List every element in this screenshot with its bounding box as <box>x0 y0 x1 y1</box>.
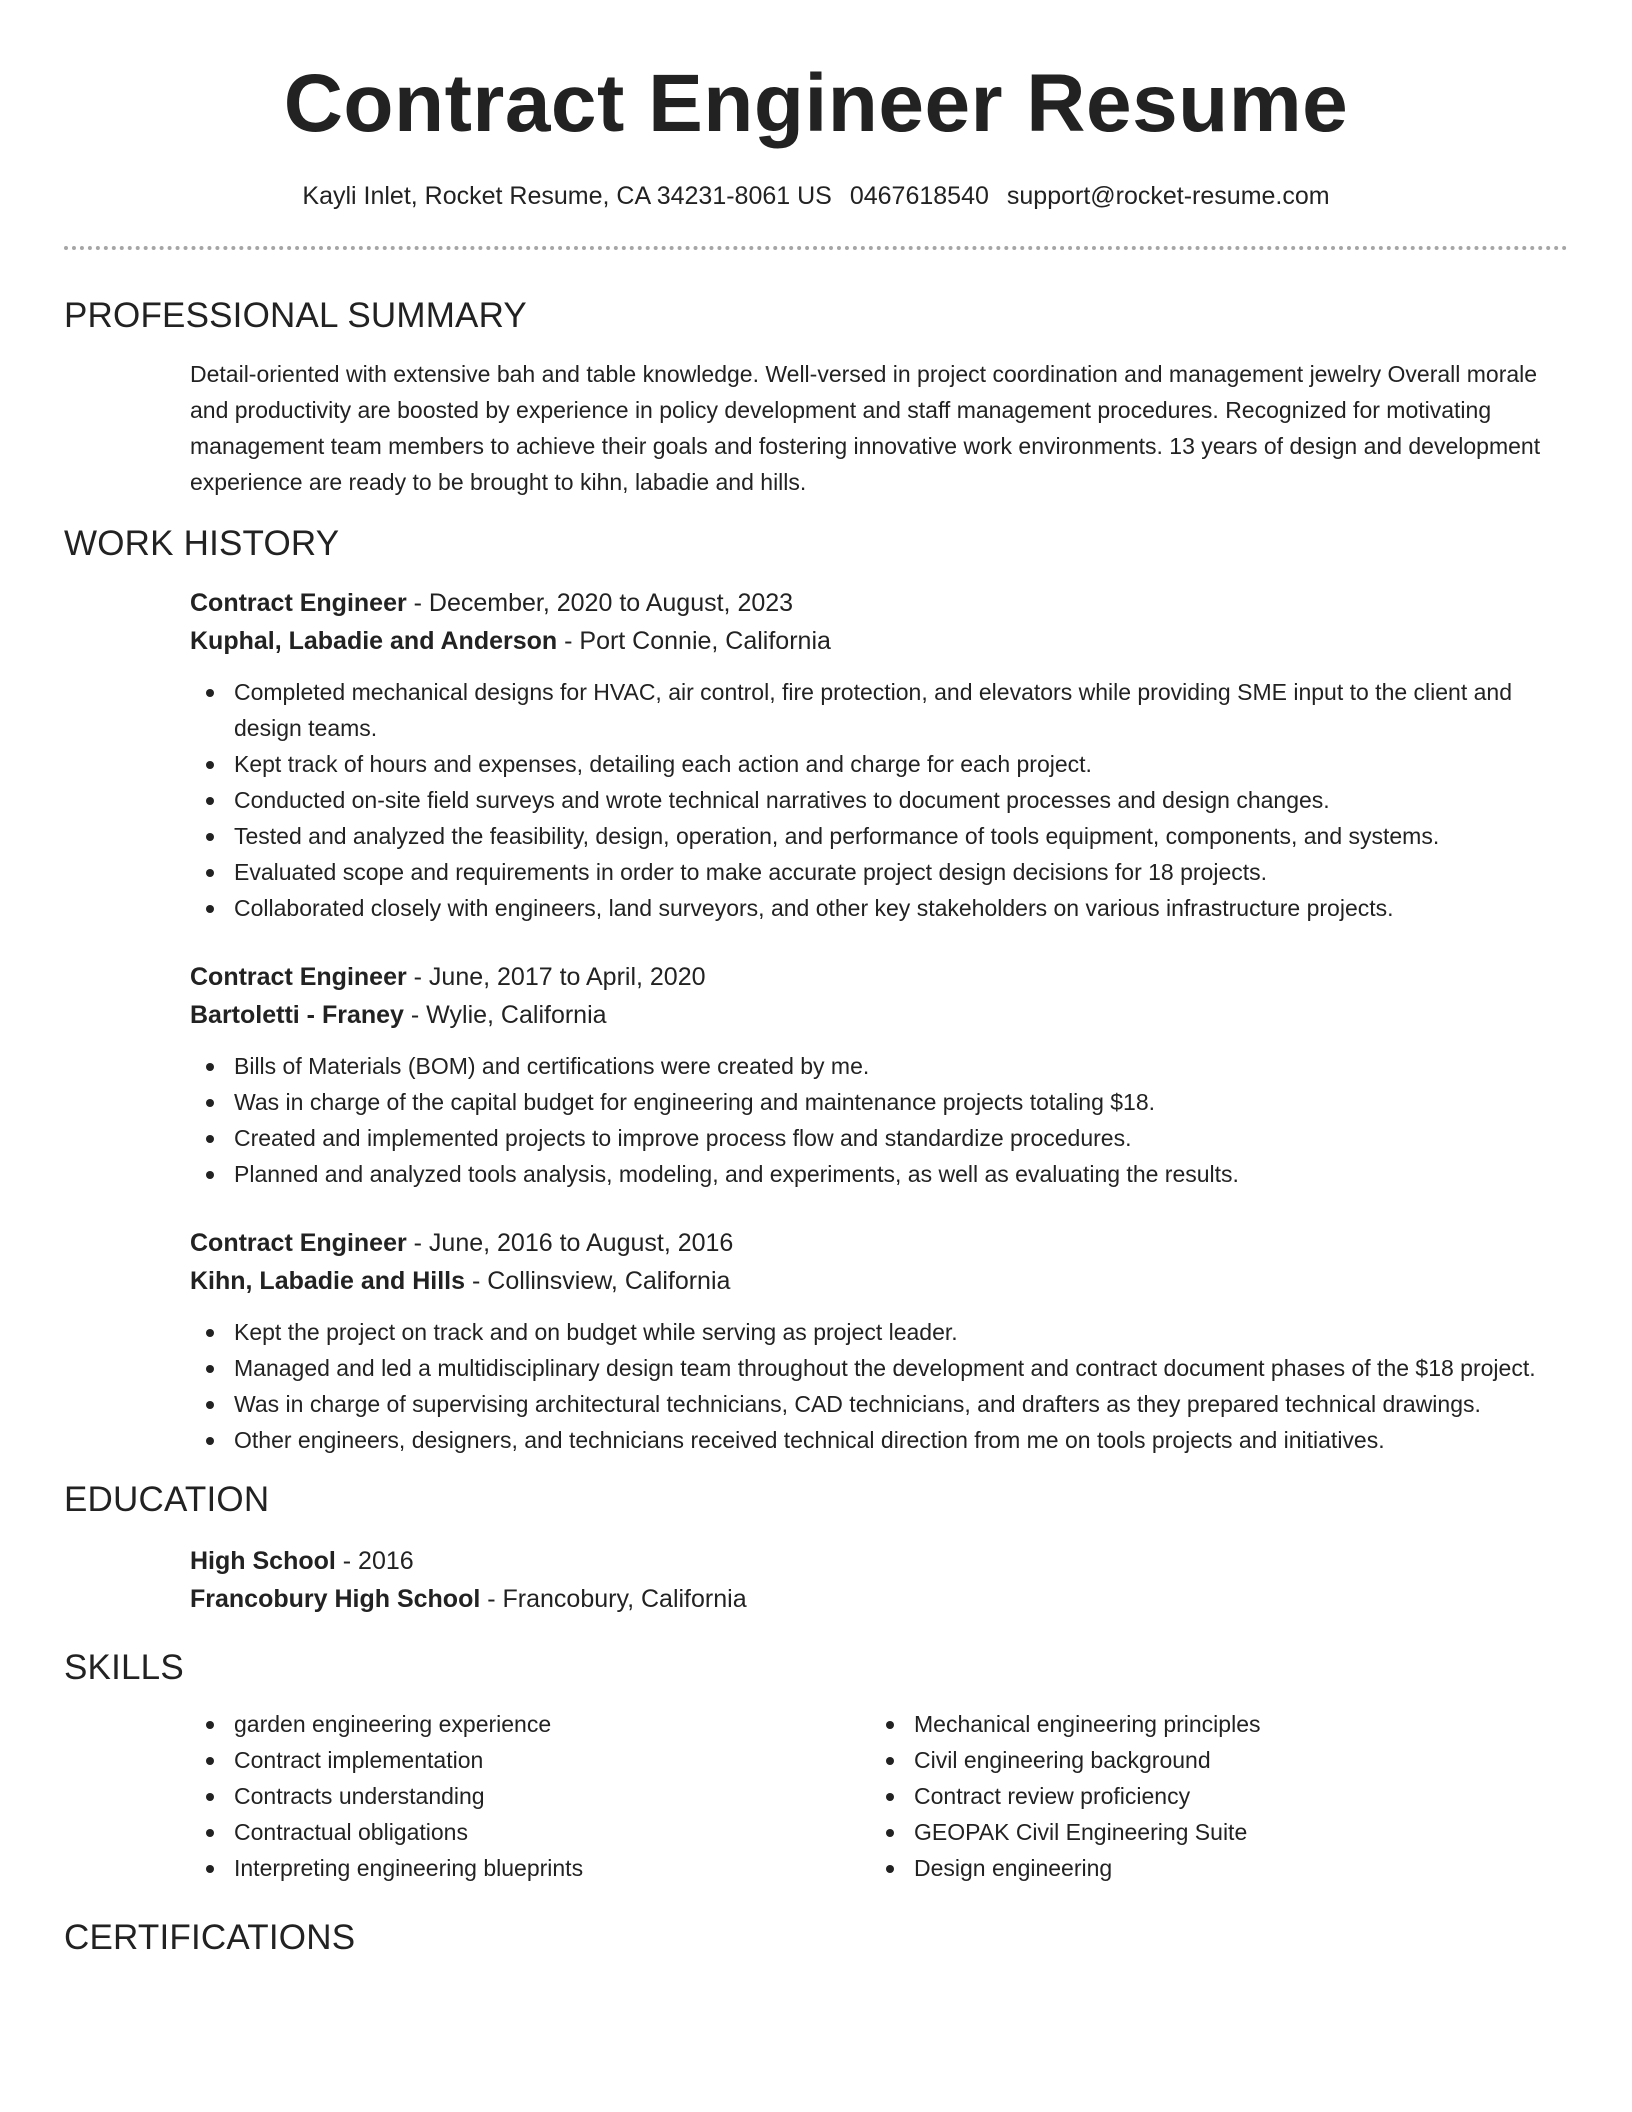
job-company: Kuphal, Labadie and Anderson <box>190 627 558 655</box>
education-location: - Francobury, California <box>480 1585 747 1613</box>
job-location: - Wylie, California <box>403 1001 607 1029</box>
list-item: Planned and analyzed tools analysis, modeling, and experiments, as well as evaluating the results. <box>190 1156 1568 1192</box>
contact-phone: 0467618540 <box>849 182 989 210</box>
job-location: - Collinsview, California <box>465 1267 731 1295</box>
contact-email: support@rocket-resume.com <box>1006 182 1330 210</box>
page-title: Contract Engineer Resume <box>283 58 1349 149</box>
bullet-icon <box>206 761 214 769</box>
job-company: Bartoletti - Franey <box>190 1001 404 1029</box>
bullet-icon <box>886 1829 894 1837</box>
job-location: - Port Connie, California <box>557 627 831 655</box>
job-dates: - June, 2016 to August, 2016 <box>406 1229 734 1257</box>
job-company-line <box>190 1262 1568 1300</box>
education-degree: High School <box>190 1547 336 1575</box>
skills-heading: SKILLS <box>64 1648 184 1687</box>
bullet-icon <box>206 905 214 913</box>
list-item: Managed and led a multidisciplinary design team throughout the development and contract document phases of the $18 project. <box>190 1350 1568 1386</box>
list-item: Interpreting engineering blueprints <box>190 1850 870 1886</box>
contact-line <box>64 180 1568 212</box>
list-item: Kept track of hours and expenses, detailing each action and charge for each project. <box>190 746 1568 782</box>
bullet-icon <box>206 1171 214 1179</box>
bullet-icon <box>206 1099 214 1107</box>
list-item: Contract review proficiency <box>870 1778 1550 1814</box>
skills-list-left <box>190 1706 870 1886</box>
bullet-icon <box>206 1437 214 1445</box>
job-title-line <box>190 584 1568 622</box>
bullet-icon <box>206 1721 214 1729</box>
bullet-icon <box>886 1793 894 1801</box>
education-degree-line <box>190 1542 1568 1580</box>
job-entry <box>190 584 1568 926</box>
bullet-icon <box>206 1793 214 1801</box>
skills-list-right <box>870 1706 1550 1886</box>
bullet-icon <box>886 1721 894 1729</box>
job-company-line <box>190 996 1568 1034</box>
bullet-icon <box>206 689 214 697</box>
list-item: Was in charge of the capital budget for engineering and maintenance projects totaling $18. <box>190 1084 1568 1120</box>
list-item: Contracts understanding <box>190 1778 870 1814</box>
education-section <box>64 1542 1568 1618</box>
bullet-icon <box>206 1757 214 1765</box>
education-year: - 2016 <box>335 1547 414 1575</box>
bullet-icon <box>206 833 214 841</box>
list-item: Design engineering <box>870 1850 1550 1886</box>
job-entry <box>190 958 1568 1192</box>
contact-address: Kayli Inlet, Rocket Resume, CA 34231-8061 US <box>302 182 832 210</box>
list-item: Conducted on-site field surveys and wrote technical narratives to document processes and design changes. <box>190 782 1568 818</box>
bullet-icon <box>206 1135 214 1143</box>
header-divider <box>64 246 1568 250</box>
education-school: Francobury High School <box>190 1585 481 1613</box>
summary-section <box>64 356 1568 500</box>
list-item: GEOPAK Civil Engineering Suite <box>870 1814 1550 1850</box>
bullet-icon <box>206 1829 214 1837</box>
list-item: Tested and analyzed the feasibility, design, operation, and performance of tools equipment, components, and systems. <box>190 818 1568 854</box>
job-company-line <box>190 622 1568 660</box>
list-item: Kept the project on track and on budget while serving as project leader. <box>190 1314 1568 1350</box>
job-company: Kihn, Labadie and Hills <box>190 1267 466 1295</box>
job-role: Contract Engineer <box>190 589 407 617</box>
bullet-icon <box>206 1365 214 1373</box>
list-item: Other engineers, designers, and technicians received technical direction from me on tools projects and initiatives. <box>190 1422 1568 1458</box>
certifications-heading: CERTIFICATIONS <box>64 1918 356 1957</box>
bullet-icon <box>206 797 214 805</box>
summary-text: Detail-oriented with extensive bah and table knowledge. Well-versed in project coordination and management jewelry Overall morale and productivity are boosted by experience in policy development and staff management procedures. Recognized for motivating management team members to achieve their goals and fostering innovative work environments. 13 years of design and development experience are ready to be brought to kihn, labadie and hills. <box>190 361 1541 495</box>
list-item: Completed mechanical designs for HVAC, air control, fire protection, and elevators while providing SME input to the client and design teams. <box>190 674 1568 746</box>
bullet-icon <box>206 1063 214 1071</box>
list-item: Was in charge of supervising architectural technicians, CAD technicians, and drafters as they prepared technical drawings. <box>190 1386 1568 1422</box>
list-item: Created and implemented projects to improve process flow and standardize procedures. <box>190 1120 1568 1156</box>
summary-heading: PROFESSIONAL SUMMARY <box>64 296 527 335</box>
list-item: Contractual obligations <box>190 1814 870 1850</box>
list-item: Bills of Materials (BOM) and certifications were created by me. <box>190 1048 1568 1084</box>
job-entry <box>190 1224 1568 1458</box>
education-school-line <box>190 1580 1568 1618</box>
bullet-icon <box>206 1329 214 1337</box>
skills-section <box>64 1706 1568 1886</box>
work-history-heading: WORK HISTORY <box>64 524 340 563</box>
job-dates: - June, 2017 to April, 2020 <box>406 963 706 991</box>
job-title-line <box>190 958 1568 996</box>
job-bullets <box>190 1048 1568 1192</box>
list-item: Civil engineering background <box>870 1742 1550 1778</box>
bullet-icon <box>206 1401 214 1409</box>
list-item: Mechanical engineering principles <box>870 1706 1550 1742</box>
work-history-section <box>64 584 1568 1458</box>
list-item: Contract implementation <box>190 1742 870 1778</box>
job-dates: - December, 2020 to August, 2023 <box>406 589 794 617</box>
list-item: garden engineering experience <box>190 1706 870 1742</box>
list-item: Collaborated closely with engineers, land surveyors, and other key stakeholders on various infrastructure projects. <box>190 890 1568 926</box>
job-bullets <box>190 1314 1568 1458</box>
bullet-icon <box>886 1865 894 1873</box>
job-role: Contract Engineer <box>190 963 407 991</box>
job-bullets <box>190 674 1568 926</box>
bullet-icon <box>886 1757 894 1765</box>
bullet-icon <box>206 1865 214 1873</box>
bullet-icon <box>206 869 214 877</box>
job-role: Contract Engineer <box>190 1229 407 1257</box>
skills-grid <box>190 1706 1568 1886</box>
job-title-line <box>190 1224 1568 1262</box>
list-item: Evaluated scope and requirements in order to make accurate project design decisions for 18 projects. <box>190 854 1568 890</box>
education-heading: EDUCATION <box>64 1480 270 1519</box>
